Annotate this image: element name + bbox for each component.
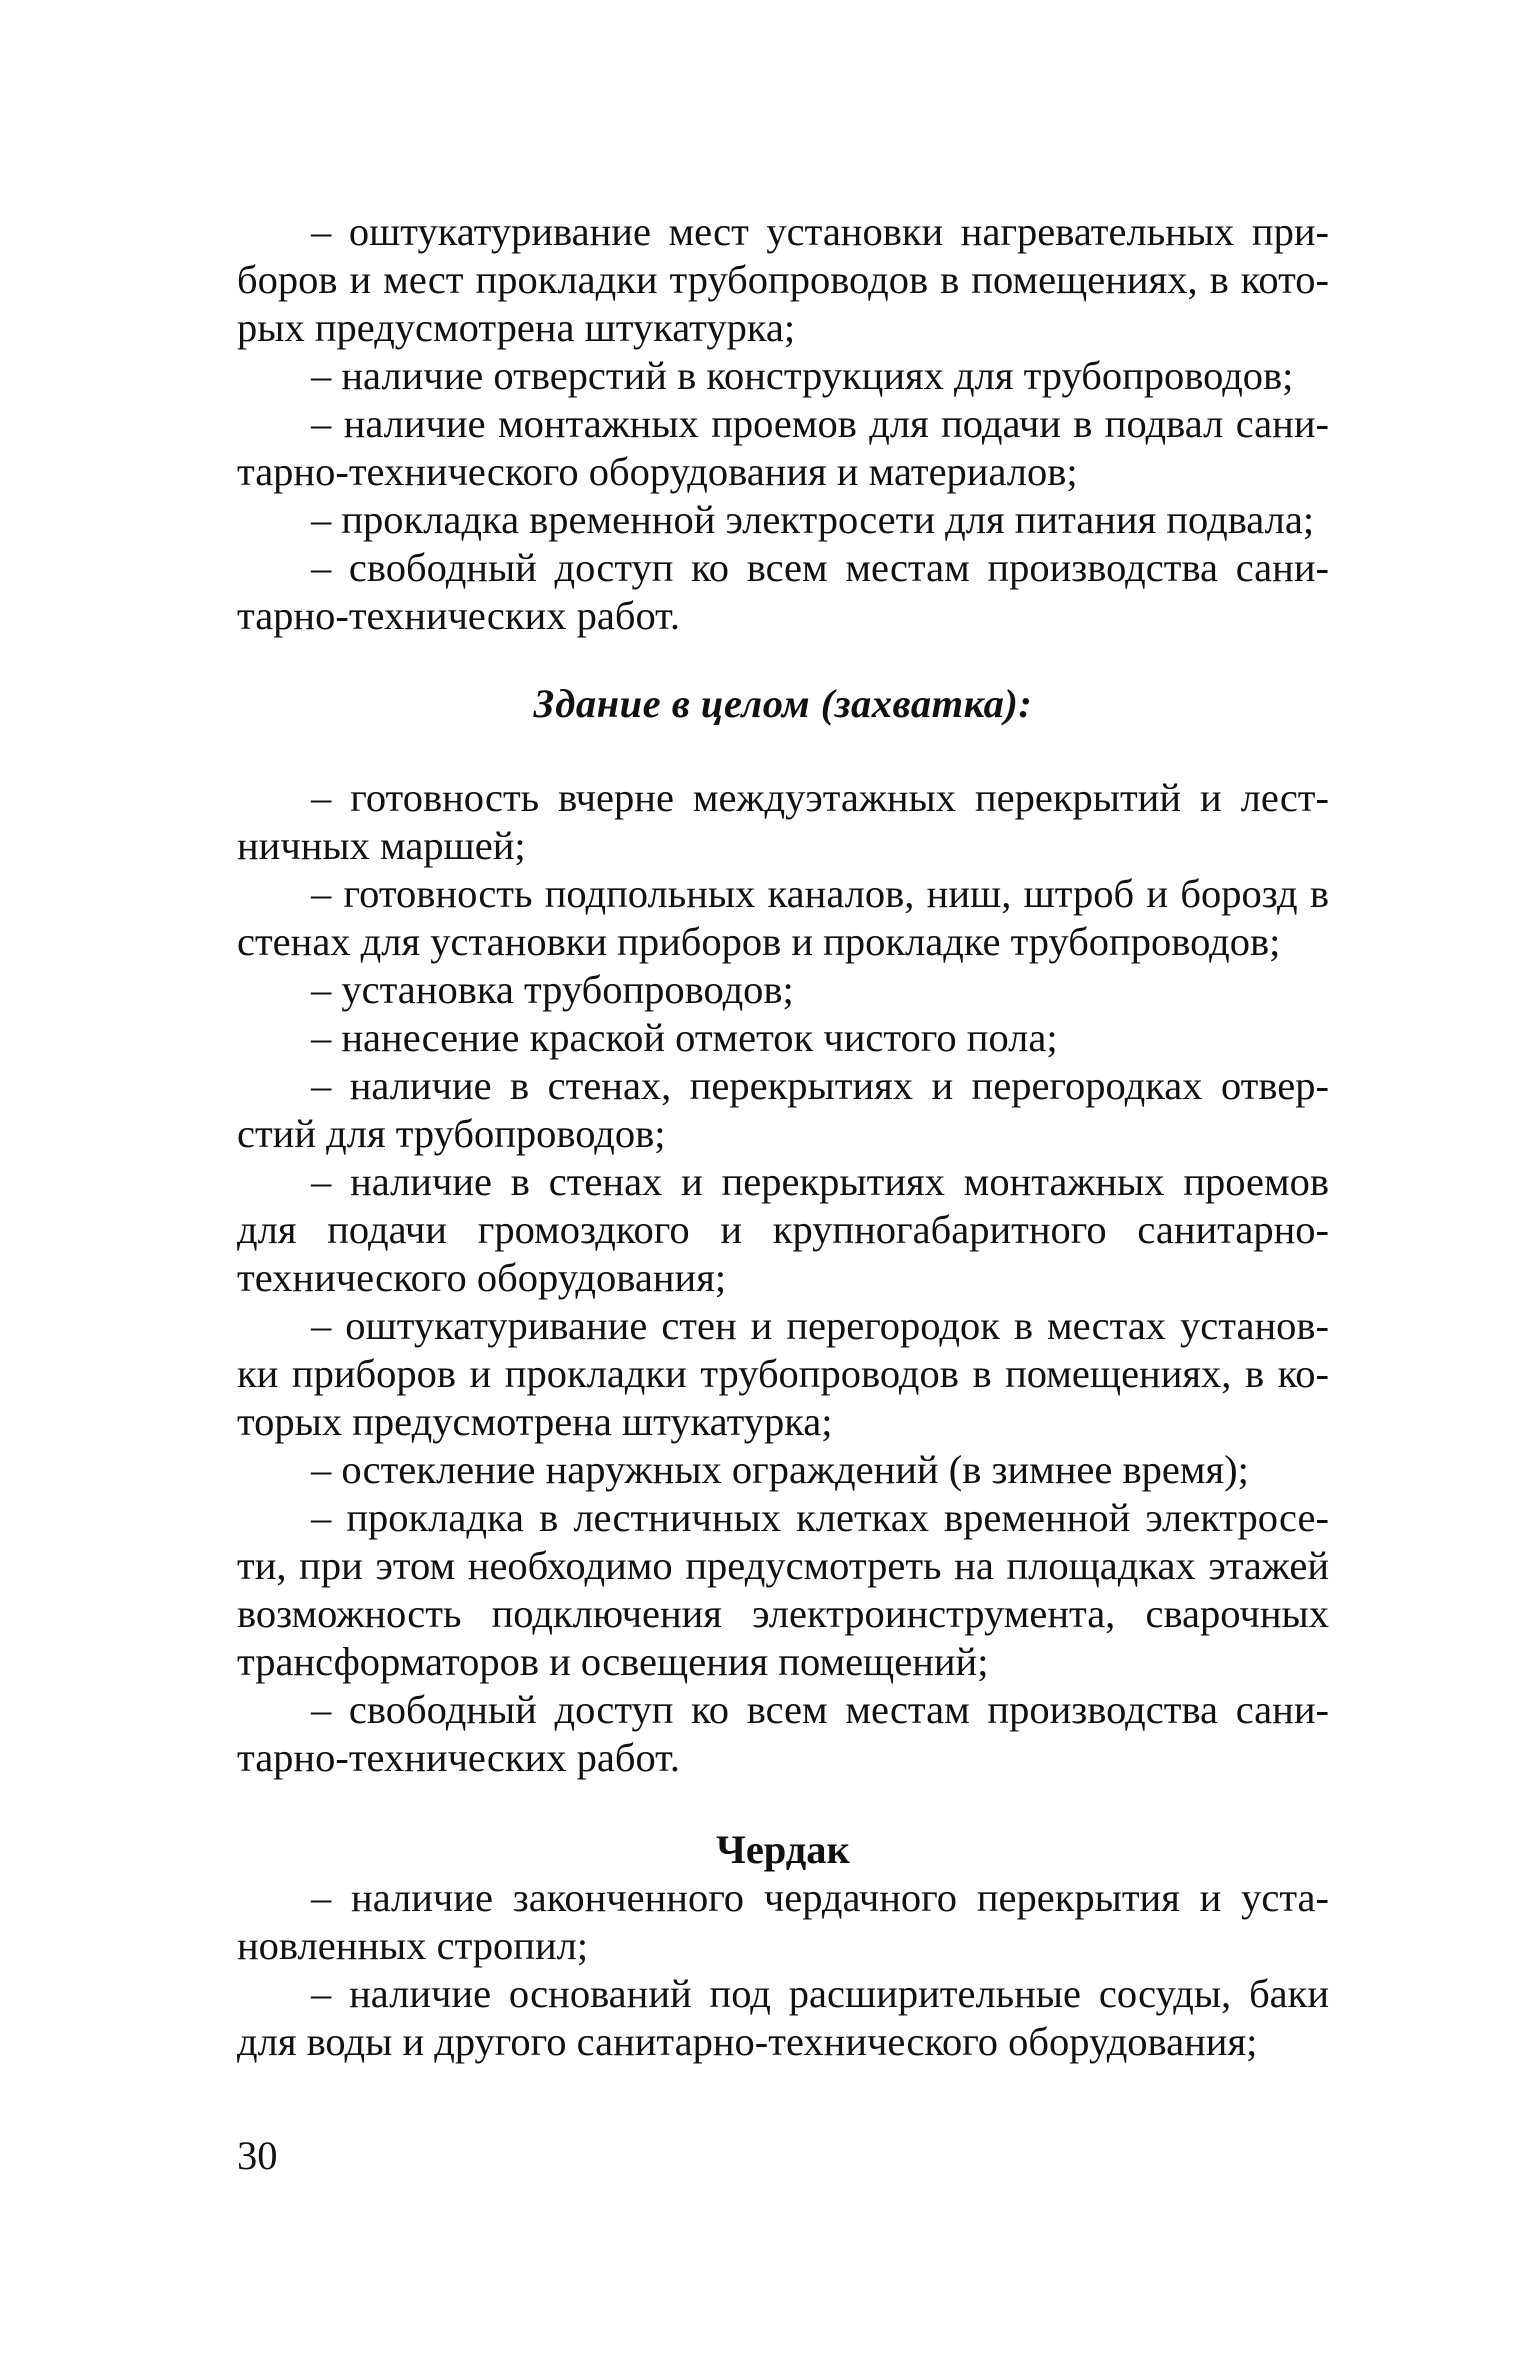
list-item: – прокладка в лестничных клетках временной электросети, при этом необходимо предусмотреть на площадках этажей возможность подключения электроинструмента, сварочных трансформаторов и освещения помещений; [237,1495,1329,1684]
list-item: – установка трубопроводов; [311,967,794,1012]
list-item: – наличие законченного чердачного перекрытия и установленных стропил; [237,1875,1329,1968]
list-item: – оштукатуривание стен и перегородок в местах установки приборов и прокладки трубопроводов в помещениях, в которых предусмотрена штукатурка; [237,1303,1329,1444]
list-item: – наличие в стенах и перекрытиях монтажных проемов для подачи громоздкого и крупногабаритного санитарно-технического оборудования; [237,1159,1329,1300]
list-item: – наличие оснований под расширительные сосуды, баки для воды и другого санитарно-технического оборудования; [237,1971,1329,2064]
page-number: 30 [237,2133,278,2178]
list-item: – свободный доступ ко всем местам производства санитарно-технических работ. [237,545,1329,638]
list-item: – готовность вчерне междуэтажных перекрытий и лестничных маршей; [237,775,1329,868]
section-heading-attic: Чердак [716,1827,850,1872]
list-item: – наличие отверстий в конструкциях для трубопроводов; [311,353,1294,398]
list-item: – свободный доступ ко всем местам производства санитарно-технических работ. [237,1687,1329,1780]
list-item: – готовность подпольных каналов, ниш, штроб и борозд в стенах для установки приборов и прокладке трубопроводов; [237,871,1329,964]
page-body [237,208,1329,2066]
section-heading-building: Здание в целом (захватка): [533,681,1033,726]
list-item: – нанесение краской отметок чистого пола; [311,1015,1058,1060]
list-item: – прокладка временной электросети для питания подвала; [311,497,1315,542]
list-item: – наличие в стенах, перекрытиях и перегородках отверстий для трубопроводов; [237,1063,1329,1156]
list-item: – наличие монтажных проемов для подачи в подвал санитарно-технического оборудования и материалов; [237,401,1329,494]
list-item: – оштукатуривание мест установки нагревательных приборов и мест прокладки трубопроводов в помещениях, в которых предусмотрена штукатурка; [237,209,1329,350]
list-item: – остекление наружных ограждений (в зимнее время); [311,1447,1249,1492]
